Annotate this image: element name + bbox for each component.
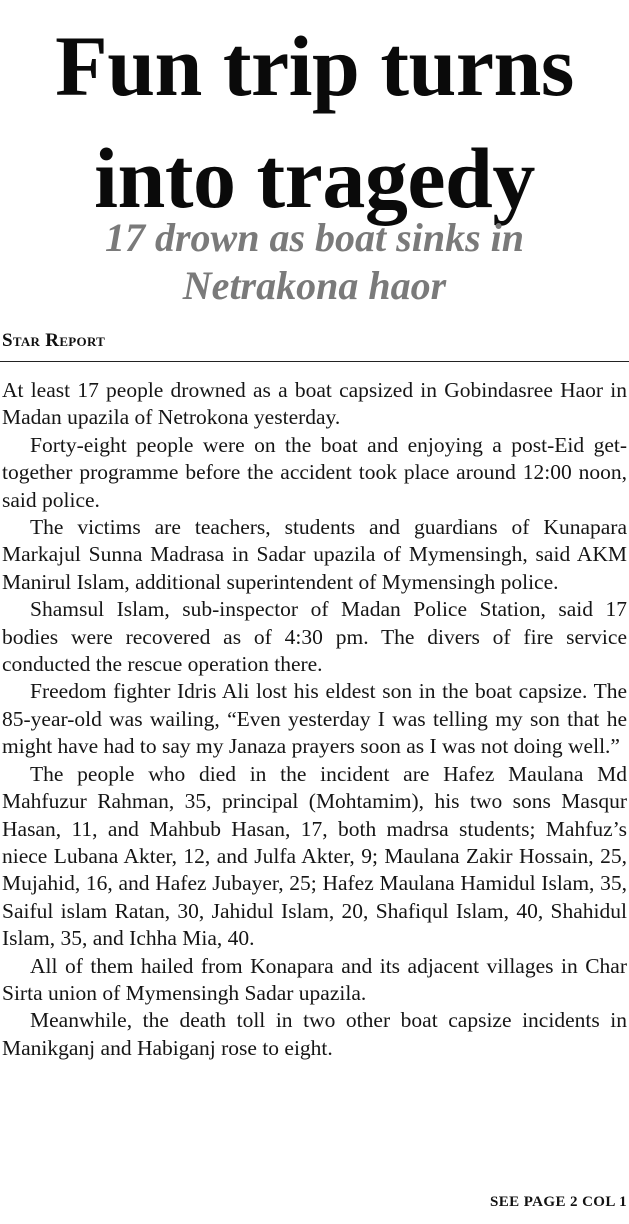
body-paragraph: The victims are teachers, students and guardians of Kunapara Markajul Sunna Madrasa in Sadar upazila of Mymensingh, said AKM Manirul Islam, additional superintendent of Mymensingh police. xyxy=(2,515,627,594)
byline: Star Report xyxy=(2,330,106,351)
subheadline-line-1: 17 drown as boat sinks in xyxy=(104,215,525,260)
body-paragraph: Freedom fighter Idris Ali lost his eldest son in the boat capsize. The 85-year-old was wailing, “Even yesterday I was telling my son that he might have had to say my Janaza prayers soon as I was not doing well.” xyxy=(2,679,627,759)
body-paragraph: The people who died in the incident are Hafez Maulana Md Mahfuzur Rahman, 35, principal (Mohtamim), his two sons Masqur Hasan, 11, and Mahbub Hasan, 17, both madrsa students; Mahfuz’s niece Lubana Akter, 12, and Julfa Akter, 9; Maulana Zakir Hossain, 25, Mujahid, 16, and Hafez Jubayer, 25; Hafez Maulana Hamidul Islam, 35, Saiful islam Ratan, 30, Jahidul Islam, 20, Shafiqul Islam, 40, Shahidul Islam, 35, and Ichha Mia, 40. xyxy=(2,761,627,951)
continued-jump-line: SEE PAGE 2 COL 1 xyxy=(490,1194,627,1210)
body-paragraph: All of them hailed from Konapara and its adjacent villages in Char Sirta union of Mymensingh Sadar upazila. xyxy=(2,953,627,1005)
body-paragraph: At least 17 people drowned as a boat capsized in Gobindasree Haor in Madan upazila of Netrokona yesterday. xyxy=(2,378,627,430)
body-paragraph: Shamsul Islam, sub-inspector of Madan Police Station, said 17 bodies were recovered as of 4:30 pm. The divers of fire service conducted the rescue operation there. xyxy=(2,597,627,677)
subheadline-line-2: Netrakona haor xyxy=(182,263,447,308)
headline-line-1: Fun trip turns xyxy=(55,18,574,114)
subheadline xyxy=(0,214,629,310)
headline xyxy=(0,10,629,234)
body-paragraph: Forty-eight people were on the boat and enjoying a post-Eid get-together programme before the accident took place around 12:00 noon, said police. xyxy=(2,432,627,512)
headline-line-2: into tragedy xyxy=(94,130,535,226)
byline-divider xyxy=(0,361,629,362)
body-paragraph: Meanwhile, the death toll in two other boat capsize incidents in Manikganj and Habiganj rose to eight. xyxy=(2,1008,627,1060)
article-body xyxy=(2,377,627,1062)
